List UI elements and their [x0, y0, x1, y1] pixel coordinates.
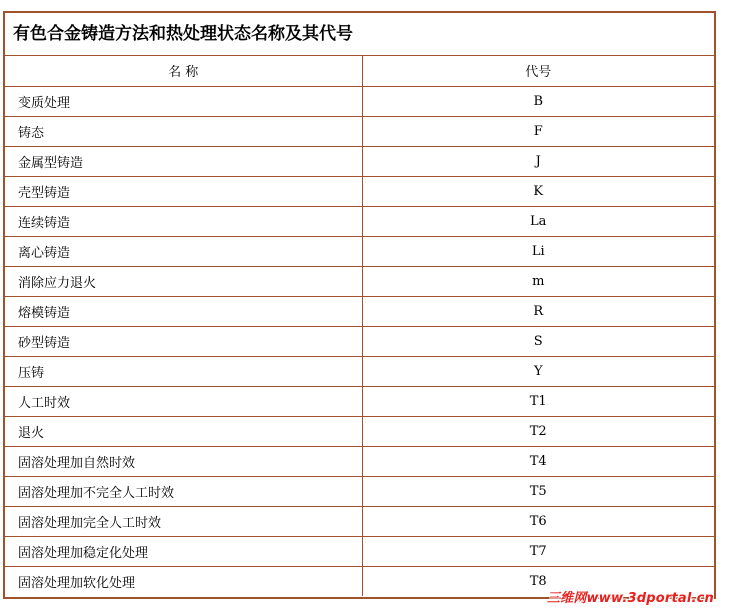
table-row	[5, 416, 714, 446]
row-code: T1	[362, 386, 714, 416]
row-code: J	[362, 146, 714, 176]
row-code: R	[362, 296, 714, 326]
table-row	[5, 266, 714, 296]
column-header-name: 名 称	[5, 56, 362, 86]
row-name: 消除应力退火	[5, 266, 362, 296]
table-row	[5, 326, 714, 356]
site-watermark: 三维网www.3dportal.cn	[546, 591, 714, 606]
row-name: 金属型铸造	[5, 146, 362, 176]
row-name: 固溶处理加稳定化处理	[5, 536, 362, 566]
table-frame	[3, 11, 716, 599]
table-row	[5, 146, 714, 176]
row-code: T8	[529, 573, 547, 589]
row-name: 固溶处理加自然时效	[5, 446, 362, 476]
table-row	[5, 356, 714, 386]
table-row	[5, 386, 714, 416]
row-code: La	[362, 206, 714, 236]
row-code: F	[362, 116, 714, 146]
row-name: 铸态	[5, 116, 362, 146]
row-name: 压铸	[5, 356, 362, 386]
column-header-code: 代号	[362, 56, 714, 86]
table-row	[5, 536, 714, 566]
row-name: 退火	[5, 416, 362, 446]
row-name: 砂型铸造	[5, 326, 362, 356]
row-name: 离心铸造	[5, 236, 362, 266]
row-code: K	[362, 176, 714, 206]
row-name: 固溶处理加完全人工时效	[5, 506, 362, 536]
row-name: 人工时效	[5, 386, 362, 416]
table-header-row	[5, 56, 714, 86]
row-code: T4	[362, 446, 714, 476]
row-name: 固溶处理加不完全人工时效	[5, 476, 362, 506]
row-name: 连续铸造	[5, 206, 362, 236]
row-name: 变质处理	[5, 86, 362, 116]
row-code: T7	[362, 536, 714, 566]
table-row	[5, 506, 714, 536]
row-name: 熔模铸造	[5, 296, 362, 326]
table-row	[5, 176, 714, 206]
table-row	[5, 476, 714, 506]
row-code: m	[362, 266, 714, 296]
row-code: T2	[362, 416, 714, 446]
row-code: Y	[362, 356, 714, 386]
table-row	[5, 296, 714, 326]
codes-table	[5, 56, 714, 596]
table-row	[5, 86, 714, 116]
table-row	[5, 446, 714, 476]
row-name: 壳型铸造	[5, 176, 362, 206]
row-code: T5	[362, 476, 714, 506]
row-code: T6	[362, 506, 714, 536]
row-code: Li	[362, 236, 714, 266]
table-row	[5, 206, 714, 236]
row-code: B	[362, 86, 714, 116]
table-row	[5, 236, 714, 266]
table-row	[5, 116, 714, 146]
page-title: 有色合金铸造方法和热处理状态名称及其代号	[5, 13, 714, 56]
row-code: S	[362, 326, 714, 356]
row-name: 固溶处理加软化处理	[5, 566, 362, 596]
